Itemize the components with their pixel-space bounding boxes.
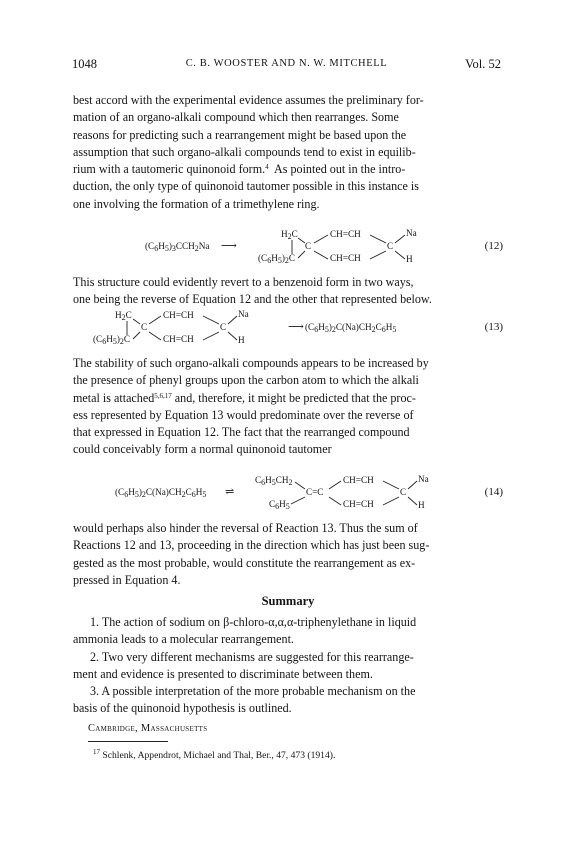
eq12-ring-bottom: $(C_6H_5)_2C$	[258, 253, 296, 265]
equilibrium-arrow: ⇌	[225, 486, 235, 498]
text-line: pressed in Equation 4.	[73, 572, 181, 587]
eq12-ring-top: $H_2C$	[281, 229, 298, 241]
paragraph-3	[73, 355, 503, 459]
affiliation: Cambridge, Massachusetts	[88, 723, 208, 734]
text-line: one being the reverse of Equation 12 and the other that represented below.	[73, 292, 432, 307]
summary-item-line: basis of the quinonoid hypothesis is outlined.	[73, 701, 292, 716]
text-line: would perhaps also hinder the reversal of Reaction 13. Thus the sum of	[73, 521, 418, 535]
text-line: Reactions 12 and 13, proceeding in the direction which has just been sug-	[73, 538, 430, 553]
eq13-product: $(C_6H_5)_2C(Na)CH_2C_6H_5$	[305, 322, 397, 334]
text-line: reasons for predicting such a rearrangement might be based upon the	[73, 127, 407, 142]
text-line: rium with a tautomeric quinonoid form.$^4$ As pointed out in the intro-	[73, 162, 406, 176]
summary-item-line: ammonia leads to a molecular rearrangement.	[73, 632, 294, 647]
eq14-hydrogen: H	[418, 500, 425, 510]
text-line: assumption that such organo-alkali compounds tend to exist in equilib-	[73, 144, 416, 159]
text-line: mation of an organo-alkali compound which then rearranges. Some	[73, 110, 399, 125]
eq13-ring-bottom: $(C_6H_5)_2C$	[93, 334, 131, 346]
equation-12	[73, 228, 503, 270]
eq14-double-bond: C=C	[306, 487, 324, 497]
summary-item-line: ment and evidence is presented to discriminate between them.	[73, 666, 373, 681]
text-line: one involving the formation of a trimethylene ring.	[73, 196, 320, 211]
eq14-reactant: $(C_6H_5)_2C(Na)CH_2C_6H_5$	[115, 487, 207, 499]
equation-14	[73, 474, 503, 516]
eq12-reactant: $(C_6H_5)_3CCH_2Na$	[145, 241, 210, 253]
text-line: This structure could evidently revert to a benzenoid form in two ways,	[73, 275, 414, 289]
reference-marker: 5,6,17	[154, 391, 172, 400]
text-line: The stability of such organo-alkali compounds appears to be increased by	[73, 356, 429, 370]
eq12-hydrogen: H	[406, 254, 413, 264]
footnote-number: 17	[93, 748, 100, 756]
page-number: 1048	[72, 57, 97, 71]
eq14-chain-top: CH=CH	[343, 475, 374, 485]
text-line: duction, the only type of quinonoid tautomer possible in this instance is	[73, 179, 419, 194]
equation-number: (14)	[484, 486, 503, 498]
summary-item-line: 3. A possible interpretation of the more probable mechanism on the	[90, 684, 416, 698]
reaction-arrow: ⟶	[288, 321, 304, 333]
summary-list	[73, 614, 503, 718]
eq13-chain-bottom: CH=CH	[163, 334, 194, 344]
eq14-benzyl: $C_6H_5CH_2$	[255, 475, 293, 487]
equation-number: (12)	[484, 240, 503, 252]
paragraph-2	[73, 274, 503, 309]
footnote-rule	[88, 741, 168, 742]
paragraph-4	[73, 520, 503, 589]
eq12-sodium: Na	[406, 228, 417, 238]
eq13-chain-top: CH=CH	[163, 310, 194, 320]
eq12-chain-bottom: CH=CH	[330, 253, 361, 263]
text-line: that expressed in Equation 12. The fact that the rearranged compound	[73, 425, 410, 439]
summary-item-line: 2. Two very different mechanisms are suggested for this rearrange-	[90, 649, 414, 664]
eq13-end-carbon: C	[220, 322, 227, 332]
footnote	[93, 750, 335, 761]
text-line: metal is attached$^{5,6,17}$ and, therefore, it might be predicted that the proc-	[73, 390, 416, 405]
text-line: ess represented by Equation 13 would predominate over the reverse of	[73, 407, 414, 422]
reaction-arrow: ⟶	[221, 240, 237, 252]
eq14-phenyl: $C_6H_5$	[269, 499, 290, 511]
eq14-chain-bottom: CH=CH	[343, 499, 374, 509]
eq13-ring-top: $H_2C$	[115, 310, 132, 322]
footnote-text: Schlenk, Appendrot, Michael and Thal, Ber., 47, 473 (1914).	[102, 750, 336, 761]
eq13-hydrogen: H	[238, 335, 245, 345]
eq13-bonds	[73, 309, 503, 351]
text-line: could conceivably form a normal quinonoid tautomer	[73, 442, 332, 457]
eq14-end-carbon: C	[400, 487, 407, 497]
eq12-end-carbon: C	[387, 241, 394, 251]
volume-label: Vol. 52	[465, 57, 501, 71]
summary-heading: Summary	[261, 594, 315, 608]
paragraph-1	[73, 92, 503, 213]
eq13-sodium: Na	[238, 309, 249, 319]
text-line: the presence of phenyl groups upon the carbon atom to which the alkali	[73, 373, 419, 388]
eq14-sodium: Na	[418, 474, 429, 484]
reference-marker: 4	[265, 163, 269, 171]
author-header: C. B. WOOSTER AND N. W. MITCHELL	[185, 58, 388, 69]
eq13-center-carbon: C	[141, 322, 148, 332]
eq12-center-carbon: C	[305, 241, 312, 251]
running-header	[72, 57, 501, 75]
eq12-chain-top: CH=CH	[330, 229, 361, 239]
equation-number: (13)	[484, 321, 503, 333]
eq14-bonds	[73, 474, 503, 516]
eq12-bonds	[73, 228, 503, 270]
equation-13	[73, 309, 503, 351]
text-line: best accord with the experimental evidence assumes the preliminary for-	[73, 93, 424, 107]
text-line: gested as the most probable, would constitute the rearrangement as ex-	[73, 555, 416, 570]
summary-item-line: 1. The action of sodium on β-chloro-α,α,α-triphenylethane in liquid	[90, 615, 417, 629]
